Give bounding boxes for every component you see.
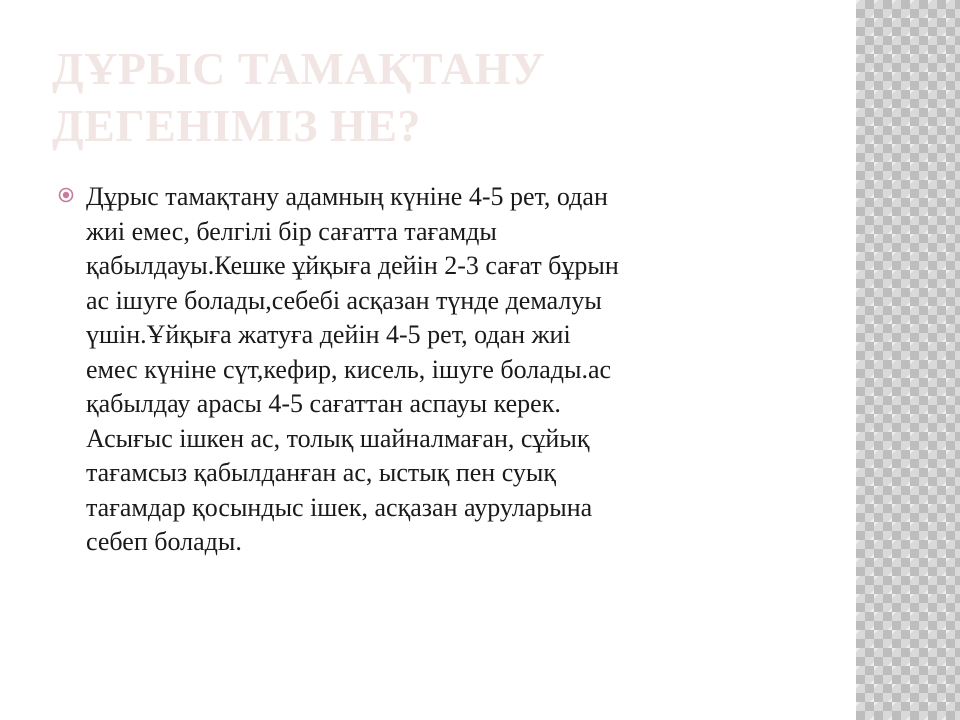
bullet-text-line: емес күніне сүт,кефир, кисель, ішуге болады.ас xyxy=(86,354,612,384)
ring-bullet-icon xyxy=(58,187,74,203)
side-pattern-band xyxy=(856,0,960,720)
bullet-text-line: Дұрыс тамақтану адамның күніне 4-5 рет, одан xyxy=(86,182,608,211)
bullet-text-line: себеп болады. xyxy=(86,527,242,556)
bullet-text-line: қабылдау арасы 4-5 сағаттан аспауы керек. xyxy=(86,389,561,418)
bullet-text-line: ас ішуге болады,себебі асқазан түнде демалуы xyxy=(86,285,602,315)
bullet-text-line: тағамсыз қабылданған ас, ыстық пен суық xyxy=(86,458,557,487)
bullet-text-line: тағамдар қосындыс ішек, асқазан ауруларына xyxy=(86,492,593,522)
bullet-text-line: үшін.Ұйқыға жатуға дейін 4-5 рет, одан жиі xyxy=(86,320,571,349)
bullet-text xyxy=(86,180,828,560)
slide-title-line-1: ДҰРЫС ТАМАҚТАНУ xyxy=(52,43,546,94)
slide-title-line-2: ДЕГЕНІМІЗ НЕ? xyxy=(52,100,422,151)
slide-title xyxy=(52,40,832,154)
bullet-item xyxy=(58,180,828,560)
slide-content xyxy=(58,180,828,560)
bullet-text-line: Асығыс ішкен ас, толық шайналмаған, сұйық xyxy=(86,423,590,453)
bullet-text-line: қабылдауы.Кешке ұйқыға дейін 2-3 сағат бұрын xyxy=(86,251,619,280)
bullet-text-line: жиі емес, белгілі бір сағатта тағамды xyxy=(86,216,497,246)
